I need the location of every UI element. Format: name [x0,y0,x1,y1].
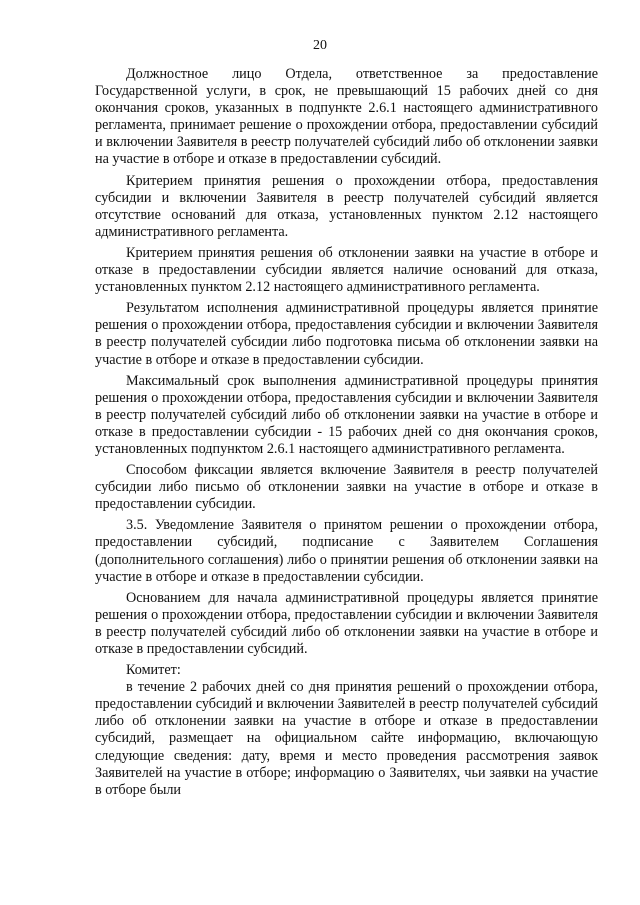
paragraph-rejection-criterion: Критерием принятия решения об отклонении заявки на участие в отборе и отказе в предоставлении субсидии является наличие оснований для отказа, установленных пунктом 2.12 настоящего административного регламента. [95,244,598,296]
paragraph-max-term: Максимальный срок выполнения административной процедуры принятия решения о прохождении отбора, предоставления субсидии и включении Заявителя в реестр получателей субсидий либо об отклонении заявки на участие в отборе и отказе в предоставлении субсидии - 15 рабочих дней со дня окончания сроков, установленных подпунктом 2.6.1 настоящего административного регламента. [95,372,598,457]
document-body [95,66,598,799]
paragraph-committee-duties: в течение 2 рабочих дней со дня принятия решений о прохождении отбора, предоставлении субсидий и включении Заявителей в реестр получателей субсидий либо об отклонении заявки на участие в отборе и отказе в предоставлении субсидий, размещает на официальном сайте информацию, включающую следующие сведения: дату, время и место проведения рассмотрения заявок Заявителей на участие в отборе; информацию о Заявителях, чьи заявки на участие в отборе были [95,679,598,798]
paragraph-procedure-result: Результатом исполнения административной процедуры является принятие решения о прохождении отбора, предоставления субсидии и включении Заявителя в реестр получателей субсидии либо подготовка письма об отклонении заявки на участие в отборе и отказе в предоставлении субсидии. [95,300,598,368]
paragraph-fixation-method: Способом фиксации является включение Заявителя в реестр получателей субсидии либо письмо об отклонении заявки на участие в отборе и отказе в предоставлении субсидии. [95,462,598,513]
paragraph-decision: Должностное лицо Отдела, ответственное за предоставление Государственной услуги, в срок, не превышающий 15 рабочих дней со дня окончания сроков, указанных в подпункте 2.6.1 настоящего административного регламента, принимает решение о прохождении отбора, предоставлении субсидий и включении Заявителя в реестр получателей субсидий либо об отклонении заявки на участие в отборе и отказе в предоставлении субсидий. [95,66,598,168]
paragraph-committee: Комитет: [126,662,181,679]
page-number: 20 [313,38,327,53]
paragraph-approval-criterion: Критерием принятия решения о прохождении отбора, предоставления субсидии и включении Заявителя в реестр получателей субсидий является отсутствие оснований для отказа, установленных пунктом 2.12 настоящего административного регламента. [95,172,598,240]
paragraph-procedure-basis: Основанием для начала административной процедуры является принятие решения о прохождении отбора, предоставлении субсидии и включении Заявителя в реестр получателей субсидий либо об отклонении заявки на участие в отборе и отказе в предоставлении субсидий. [95,589,598,657]
paragraph-section-3-5: 3.5. Уведомление Заявителя о принятом решении о прохождении отбора, предоставлении субсидий, подписание с Заявителем Соглашения (дополнительного соглашения) либо о принятии решения об отклонении заявки на участие в отборе и отказе в предоставлении субсидии. [95,517,598,585]
